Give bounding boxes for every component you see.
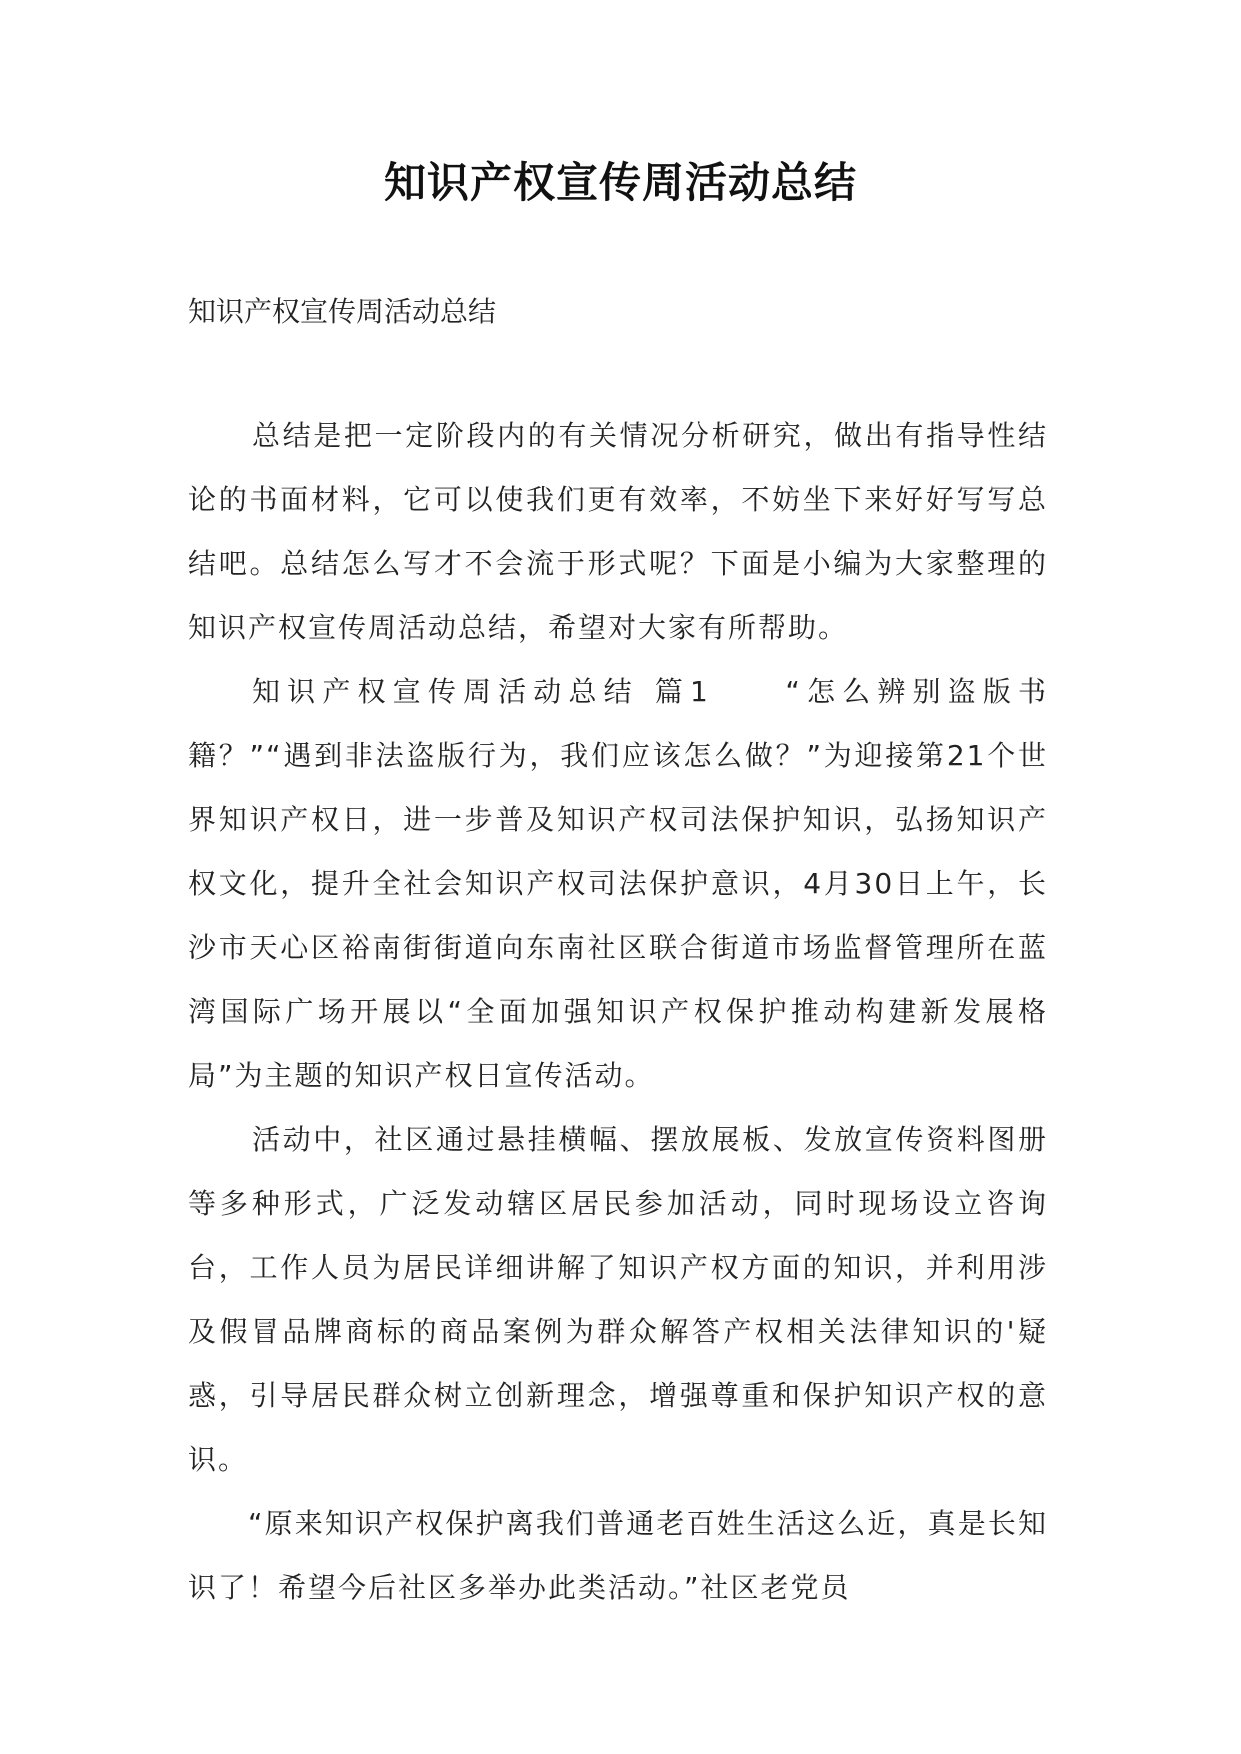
paragraph-activity: 活动中，社区通过悬挂横幅、摆放展板、发放宣传资料图册等多种形式，广泛发动辖区居民参加活动，同时现场设立咨询台，工作人员为居民详细讲解了知识产权方面的知识，并利用涉及假冒品牌商标的商品案例为群众解答产权相关法律知识的'疑惑，引导居民群众树立创新理念，增强尊重和保护知识产权的意识。 [188,1123,1048,1476]
document-title: 知识产权宣传周活动总结 [383,158,857,207]
document-subtitle: 知识产权宣传周活动总结 [188,295,497,328]
paragraph-intro: 总结是把一定阶段内的有关情况分析研究，做出有指导性结论的书面材料，它可以使我们更有效率，不妨坐下来好好写写总结吧。总结怎么写才不会流于形式呢？下面是小编为大家整理的知识产权宣传周活动总结，希望对大家有所帮助。 [188,419,1048,644]
paragraph-section-1: 知识产权宣传周活动总结 篇1 “怎么辨别盗版书籍？”“遇到非法盗版行为，我们应该怎么做？”为迎接第21个世界知识产权日，进一步普及知识产权司法保护知识，弘扬知识产权文化，提升全社会知识产权司法保护意识，4月30日上午，长沙市天心区裕南街街道向东南社区联合街道市场监督管理所在蓝湾国际广场开展以“全面加强知识产权保护推动构建新发展格局”为主题的知识产权日宣传活动。 [188,675,1048,1092]
document-body [188,404,1048,1620]
paragraph-quote: “原来知识产权保护离我们普通老百姓生活这么近，真是长知识了！希望今后社区多举办此类活动。”社区老党员 [188,1507,1048,1604]
